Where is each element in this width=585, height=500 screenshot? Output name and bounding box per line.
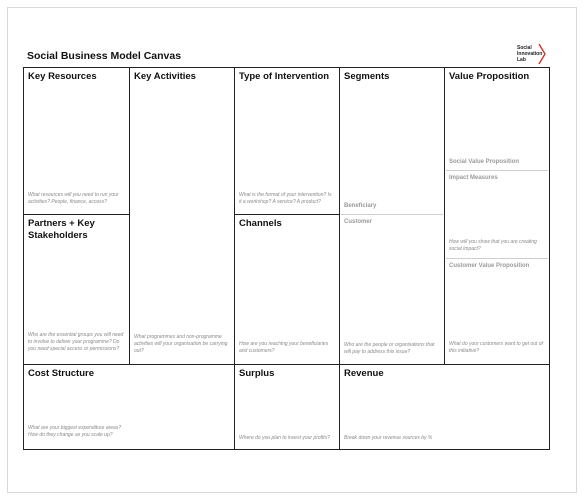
key-resources-heading: Key Resources — [28, 71, 97, 82]
segments-beneficiary-label: Beneficiary — [344, 203, 377, 209]
type-of-intervention-heading: Type of Intervention — [239, 71, 330, 82]
key-activities-heading: Key Activities — [134, 71, 196, 82]
value-divider-2 — [446, 258, 548, 259]
cost-structure-heading: Cost Structure — [28, 368, 94, 379]
channels-block[interactable] — [234, 214, 340, 365]
key-resources-hint: What resources will you need to run your activities? People, finance, access? — [28, 192, 119, 205]
channels-hint: How are you reaching your beneficiaries and customers? — [239, 341, 329, 354]
customer-value-proposition-label: Customer Value Proposition — [449, 263, 530, 269]
logo-mark-icon — [537, 42, 551, 66]
segments-hint: Who are the people or organisations that will pay to address this issue? — [344, 342, 435, 355]
segments-customer-label: Customer — [344, 219, 373, 225]
partners-block[interactable] — [23, 214, 130, 365]
revenue-hint: Break down your revenue sources by % — [344, 435, 433, 441]
surplus-block[interactable] — [234, 364, 340, 450]
value-proposition-heading: Value Proposition — [449, 71, 530, 82]
surplus-hint: Where do you plan to invest your profits? — [239, 435, 330, 441]
revenue-heading: Revenue — [344, 368, 384, 379]
cost-structure-hint: What are your biggest expenditure areas? How do they change as you scale up? — [28, 425, 122, 438]
social-innovation-lab-logo — [517, 42, 551, 66]
segments-divider — [341, 214, 443, 215]
segments-block[interactable] — [339, 67, 445, 365]
page-title: Social Business Model Canvas — [27, 50, 182, 62]
impact-measures-hint: How will you show that you are creating social impact? — [449, 239, 537, 252]
logo-text: Social Innovation Lab — [517, 45, 543, 63]
social-value-proposition-label: Social Value Proposition — [449, 159, 520, 165]
impact-measures-label: Impact Measures — [449, 175, 498, 181]
partners-hint: Who are the essential groups you will need to involve to deliver your programme? Do you need special access or permissions? — [28, 332, 124, 352]
segments-heading: Segments — [344, 71, 390, 82]
key-resources-block[interactable] — [23, 67, 130, 215]
value-proposition-block[interactable] — [444, 67, 550, 365]
key-activities-block[interactable] — [129, 67, 235, 365]
customer-value-hint: What do your customers want to get out of this initiative? — [449, 341, 543, 354]
surplus-heading: Surplus — [239, 368, 275, 379]
cost-structure-block[interactable] — [23, 364, 235, 450]
value-divider-1 — [446, 170, 548, 171]
type-of-intervention-block[interactable] — [234, 67, 340, 215]
type-of-intervention-hint: What is the format of your intervention? Is it a workshop? A service? A product? — [239, 192, 332, 205]
key-activities-hint: What programmes and non-programme activities will your organisation be carrying out? — [134, 334, 228, 354]
channels-heading: Channels — [239, 218, 282, 229]
revenue-block[interactable] — [339, 364, 550, 450]
partners-heading: Partners + Key Stakeholders — [28, 218, 95, 241]
